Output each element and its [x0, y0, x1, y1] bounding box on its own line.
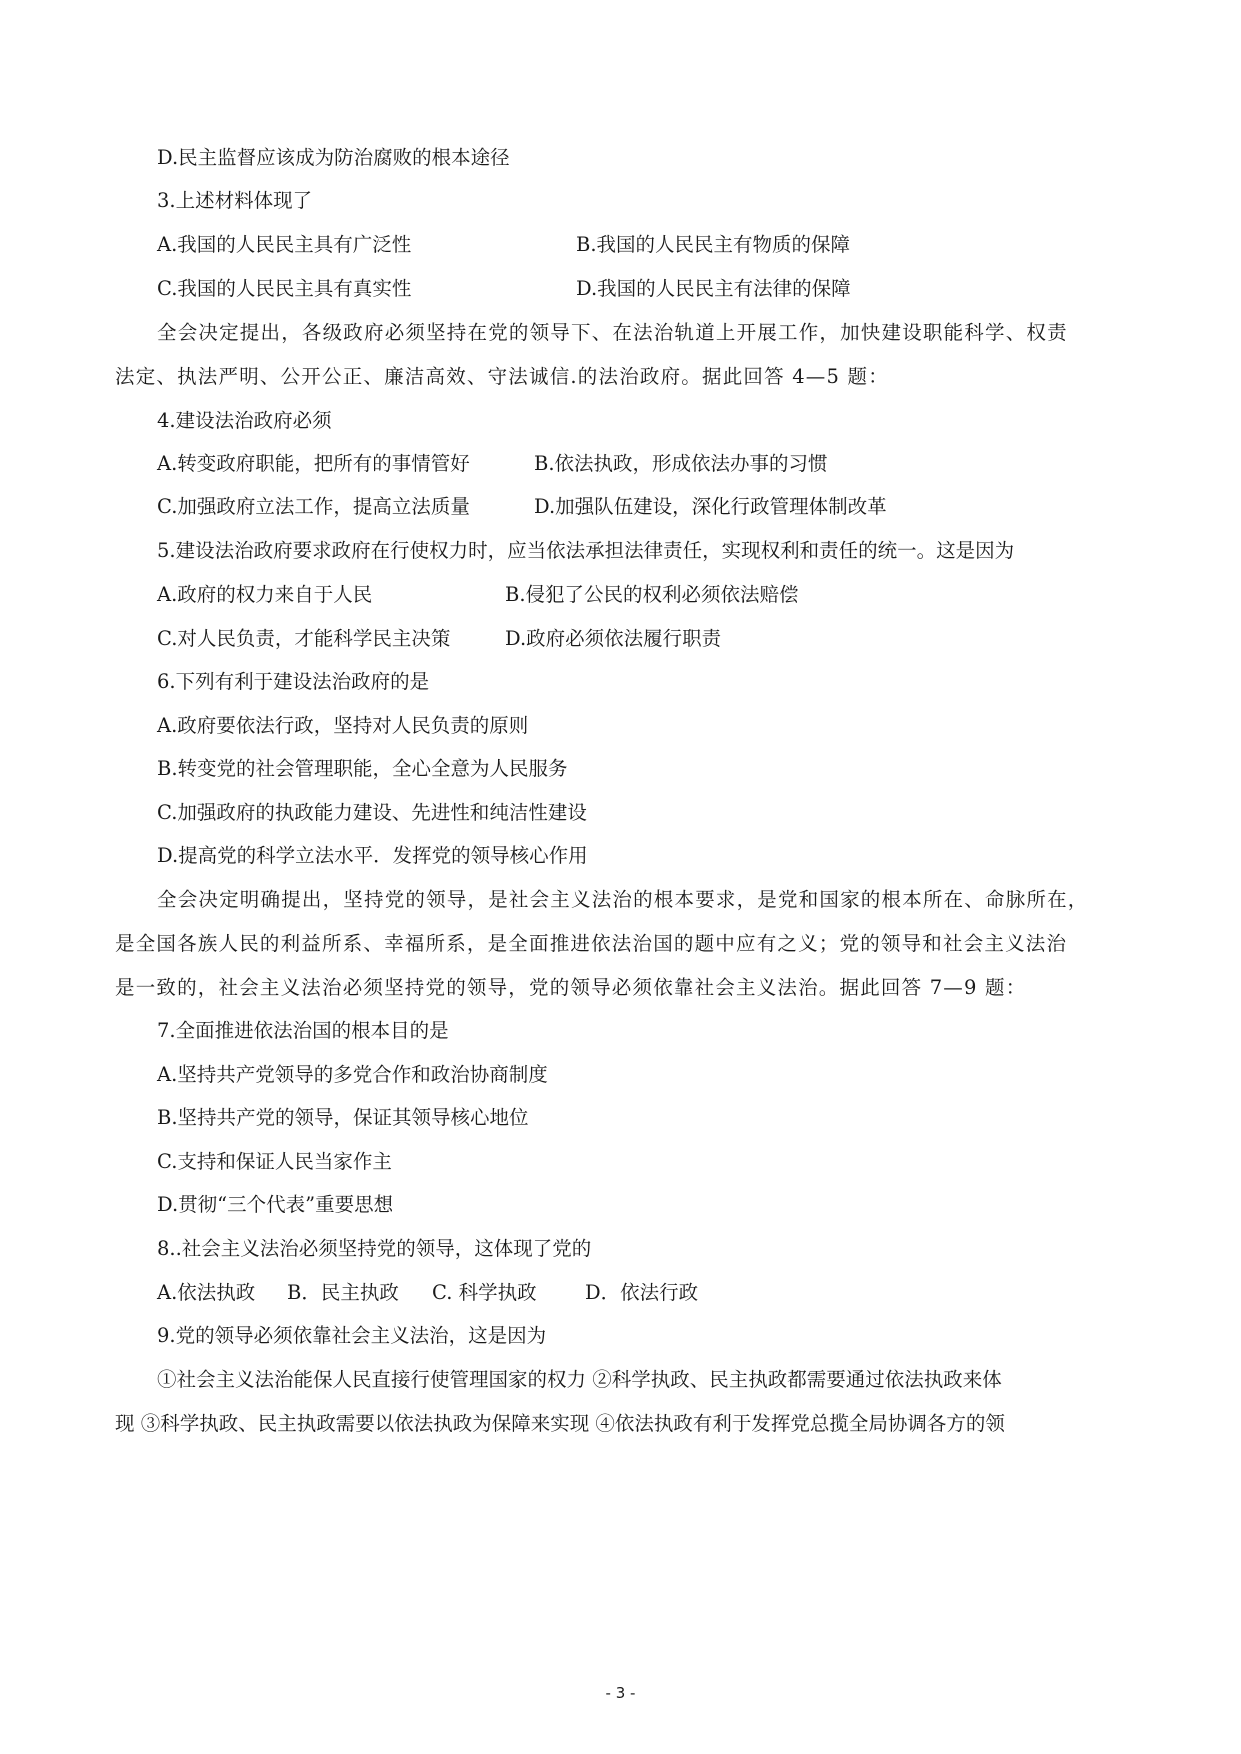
q8-option-b: B．民主执政 — [287, 1281, 399, 1304]
q9-line-1: ①社会主义法治能保人民直接行使管理国家的权力 ②科学执政、民主执政都需要通过依法执政来体 — [157, 1368, 1002, 1391]
q5-option-c: C.对人民负责，才能科学民主决策 — [157, 627, 451, 650]
q8-option-a: A.依法执政 — [157, 1281, 256, 1304]
q7-option-d: D.贯彻“三个代表”重要思想 — [157, 1193, 394, 1216]
q3-option-c: C.我国的人民民主具有真实性 — [157, 277, 412, 300]
q5-option-a: A.政府的权力来自于人民 — [157, 583, 373, 606]
q5-option-b: B.侵犯了公民的权利必须依法赔偿 — [505, 583, 799, 606]
q7-stem: 7.全面推进依法治国的根本目的是 — [157, 1019, 449, 1042]
q6-option-c: C.加强政府的执政能力建设、先进性和纯洁性建设 — [157, 801, 587, 824]
q6-stem: 6.下列有利于建设法治政府的是 — [157, 670, 430, 693]
q4-option-c: C.加强政府立法工作，提高立法质量 — [157, 495, 470, 518]
material-4-5-line-2: 法定、执法严明、公开公正、廉洁高效、守法诚信.的法治政府。据此回答 4—5 题： — [115, 365, 889, 388]
q3-option-d: D.我国的人民民主有法律的保障 — [576, 277, 851, 300]
q4-option-a: A.转变政府职能，把所有的事情管好 — [157, 452, 470, 475]
q9-stem: 9.党的领导必须依靠社会主义法治，这是因为 — [157, 1324, 547, 1347]
q4-option-d: D.加强队伍建设，深化行政管理体制改革 — [534, 495, 887, 518]
q8-stem: 8..社会主义法治必须坚持党的领导，这体现了党的 — [157, 1237, 592, 1260]
q5-stem: 5.建设法治政府要求政府在行使权力时，应当依法承担法律责任，实现权利和责任的统一。这是因为 — [157, 539, 1015, 562]
q7-option-b: B.坚持共产党的领导，保证其领导核心地位 — [157, 1106, 529, 1129]
q4-option-b: B.依法执政，形成依法办事的习惯 — [534, 452, 828, 475]
page-number: - 3 - — [605, 1684, 636, 1702]
q2-option-d: D.民主监督应该成为防治腐败的根本途径 — [157, 146, 510, 169]
q6-option-d: D.提高党的科学立法水平．发挥党的领导核心作用 — [157, 844, 588, 867]
q3-option-a: A.我国的人民民主具有广泛性 — [157, 233, 412, 256]
q7-option-a: A.坚持共产党领导的多党合作和政治协商制度 — [157, 1063, 548, 1086]
q3-option-b: B.我国的人民民主有物质的保障 — [576, 233, 851, 256]
material-7-9-line-3: 是一致的，社会主义法治必须坚持党的领导，党的领导必须依靠社会主义法治。据此回答 7—9 题： — [115, 976, 1027, 999]
q5-option-d: D.政府必须依法履行职责 — [505, 627, 722, 650]
q9-line-2: 现 ③科学执政、民主执政需要以依法执政为保障来实现 ④依法执政有利于发挥党总揽全局协调各方的领 — [115, 1412, 1005, 1435]
material-4-5-line-1: 全会决定提出，各级政府必须坚持在党的领导下、在法治轨道上开展工作，加快建设职能科学、权责 — [157, 321, 1068, 344]
material-7-9-line-2: 是全国各族人民的利益所系、幸福所系，是全面推进依法治国的题中应有之义；党的领导和社会主义法治 — [115, 932, 1068, 955]
q7-option-c: C.支持和保证人民当家作主 — [157, 1150, 392, 1173]
q8-option-c: C. 科学执政 — [432, 1281, 537, 1304]
q8-option-d: D．依法行政 — [585, 1281, 699, 1304]
q3-stem: 3.上述材料体现了 — [157, 189, 313, 212]
q6-option-a: A.政府要依法行政，坚持对人民负责的原则 — [157, 714, 529, 737]
q6-option-b: B.转变党的社会管理职能，全心全意为人民服务 — [157, 757, 568, 780]
q4-stem: 4.建设法治政府必须 — [157, 409, 332, 432]
material-7-9-line-1: 全会决定明确提出，坚持党的领导，是社会主义法治的根本要求，是党和国家的根本所在、命脉所在， — [157, 888, 1089, 911]
